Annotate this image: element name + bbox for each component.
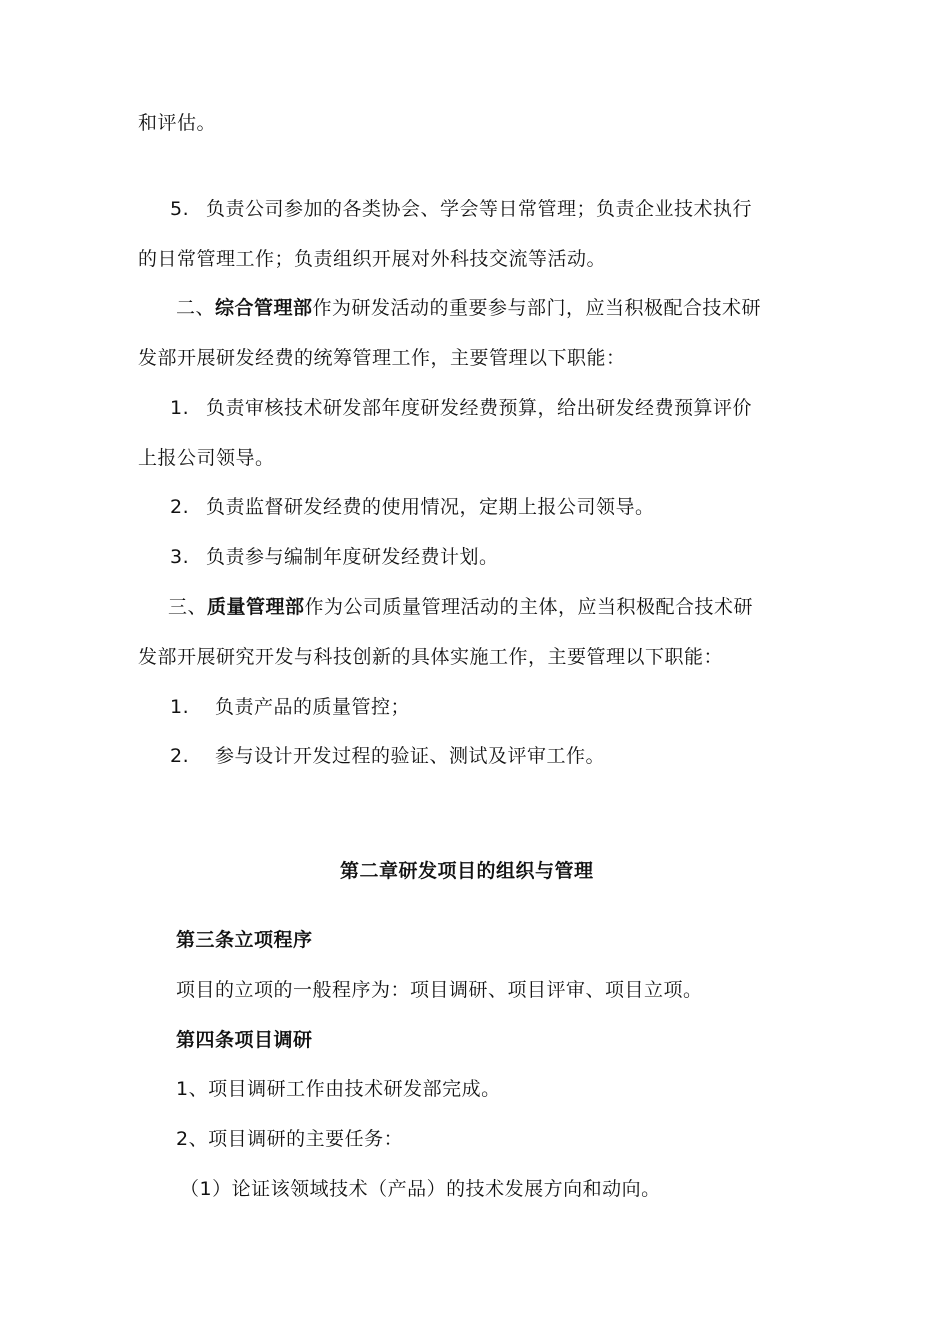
item-number: 2.: [170, 745, 190, 767]
item-text: 负责审核技术研发部年度研发经费预算，给出研发经费预算评价: [206, 397, 753, 419]
item-text: 负责公司参加的各类协会、学会等日常管理；负责企业技术执行: [206, 198, 753, 220]
text-line: 发部开展研发经费的统筹管理工作，主要管理以下职能：: [138, 347, 626, 369]
section-heading-2: [176, 295, 761, 321]
item-number: 2.: [170, 496, 190, 518]
list-item-1: [170, 395, 752, 421]
item-number: 5.: [170, 198, 190, 220]
item-number: 1.: [170, 696, 190, 718]
list-item-5: [170, 196, 752, 222]
item-number: 1.: [170, 397, 190, 419]
list-item-3: [170, 544, 499, 570]
list-item-2: [170, 743, 605, 769]
section-heading-3: [168, 594, 753, 620]
text-line: 项目的立项的一般程序为：项目调研、项目评审、项目立项。: [176, 979, 703, 1001]
item-text: 负责产品的质量管控；: [215, 696, 411, 718]
text-line: （1）论证该领域技术（产品）的技术发展方向和动向。: [180, 1178, 661, 1200]
item-text: 负责参与编制年度研发经费计划。: [206, 546, 499, 568]
text-line: 和评估。: [138, 112, 217, 134]
text-line: 1、项目调研工作由技术研发部完成。: [176, 1078, 501, 1100]
text-line: 2、项目调研的主要任务：: [176, 1128, 404, 1150]
section-prefix: 二、: [176, 297, 216, 319]
item-number: 3.: [170, 546, 190, 568]
list-item-1: [170, 694, 410, 720]
section-text: 作为研发活动的重要参与部门，应当积极配合技术研: [312, 297, 762, 319]
text-line: 的日常管理工作；负责组织开展对外科技交流等活动。: [138, 248, 607, 270]
chapter-title: 第二章研发项目的组织与管理: [340, 860, 594, 882]
item-text: 负责监督研发经费的使用情况，定期上报公司领导。: [206, 496, 655, 518]
text-line: 上报公司领导。: [138, 447, 275, 469]
department-name: 质量管理部: [207, 596, 305, 618]
article-4-title: 第四条项目调研: [176, 1029, 313, 1051]
section-prefix: 三、: [168, 596, 208, 618]
text-line: 发部开展研究开发与科技创新的具体实施工作，主要管理以下职能：: [138, 646, 724, 668]
article-3-title: 第三条立项程序: [176, 929, 313, 951]
department-name: 综合管理部: [215, 297, 313, 319]
section-text: 作为公司质量管理活动的主体，应当积极配合技术研: [304, 596, 754, 618]
list-item-2: [170, 494, 655, 520]
item-text: 参与设计开发过程的验证、测试及评审工作。: [215, 745, 606, 767]
